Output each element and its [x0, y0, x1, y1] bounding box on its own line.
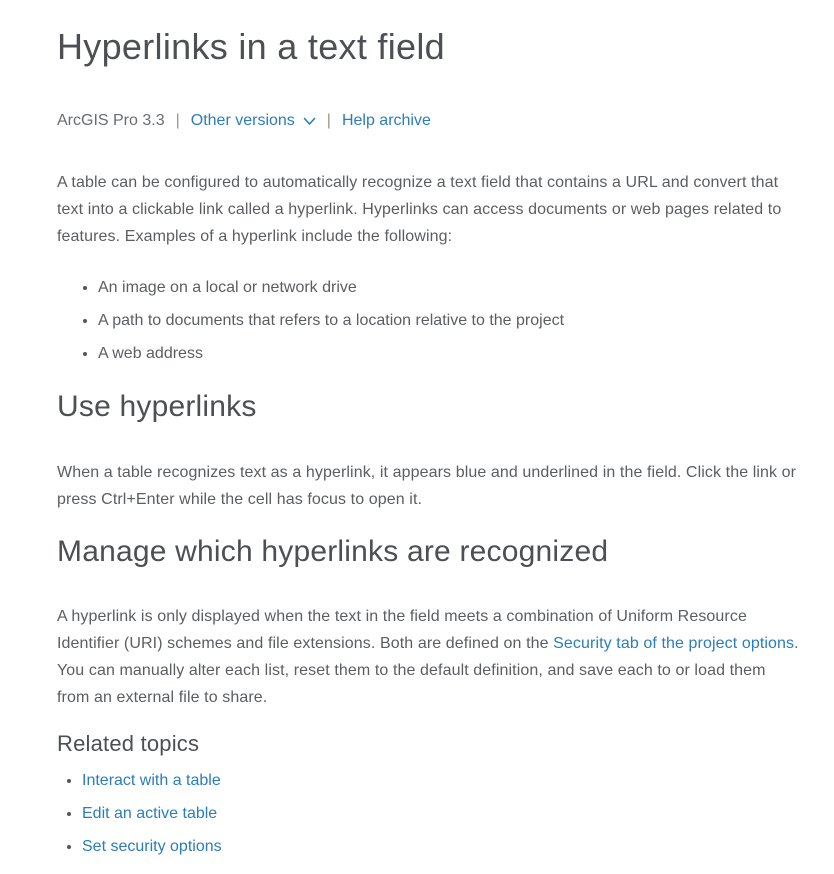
other-versions-link[interactable] [191, 109, 316, 131]
page-title: Hyperlinks in a text field [57, 26, 445, 67]
version-bar [57, 109, 802, 131]
related-topics-list [57, 771, 802, 857]
list-item: A web address [83, 344, 802, 364]
other-versions-label: Other versions [190, 111, 295, 129]
list-item: An image on a local or network drive [83, 278, 802, 298]
list-item: A path to documents that refers to a location relative to the project [83, 311, 802, 331]
related-link-edit-an-active-table[interactable]: Edit an active table [82, 804, 218, 822]
list-item [67, 804, 802, 824]
manage-hyperlinks-paragraph [57, 603, 802, 711]
hyperlink-examples-list [57, 278, 802, 364]
manage-paragraph-text-after: . You can manually alter each list, reset them to the default definition, and save each to or load them from an external file to share. [57, 635, 799, 707]
separator: | [175, 111, 180, 129]
related-link-set-security-options[interactable]: Set security options [82, 837, 222, 855]
chevron-down-icon [303, 112, 316, 131]
product-version-label: ArcGIS Pro 3.3 [57, 111, 165, 129]
manage-paragraph-text-before: A hyperlink is only displayed when the text in the field meets a combination of Uniform Resource Identifier (URI) schemes and file extensions. Both are defined on the [57, 608, 747, 653]
use-hyperlinks-paragraph: When a table recognizes text as a hyperlink, it appears blue and underlined in the field. Click the link or press Ctrl+Enter while the cell has focus to open it. [57, 463, 797, 508]
help-archive-link[interactable]: Help archive [341, 111, 431, 129]
related-topics-heading: Related topics [57, 731, 200, 757]
related-link-interact-with-a-table[interactable]: Interact with a table [82, 771, 221, 789]
list-item [67, 837, 802, 857]
list-item [67, 771, 802, 791]
section-heading-manage-hyperlinks: Manage which hyperlinks are recognized [57, 534, 609, 568]
separator: | [326, 111, 331, 129]
security-tab-options-link[interactable]: Security tab of the project options [553, 635, 795, 653]
section-heading-use-hyperlinks: Use hyperlinks [57, 390, 257, 424]
intro-paragraph: A table can be configured to automatically recognize a text field that contains a URL and convert that text into a clickable link called a hyperlink. Hyperlinks can access documents or web pages related to features. Examples of a hyperlink include the following: [57, 174, 782, 246]
